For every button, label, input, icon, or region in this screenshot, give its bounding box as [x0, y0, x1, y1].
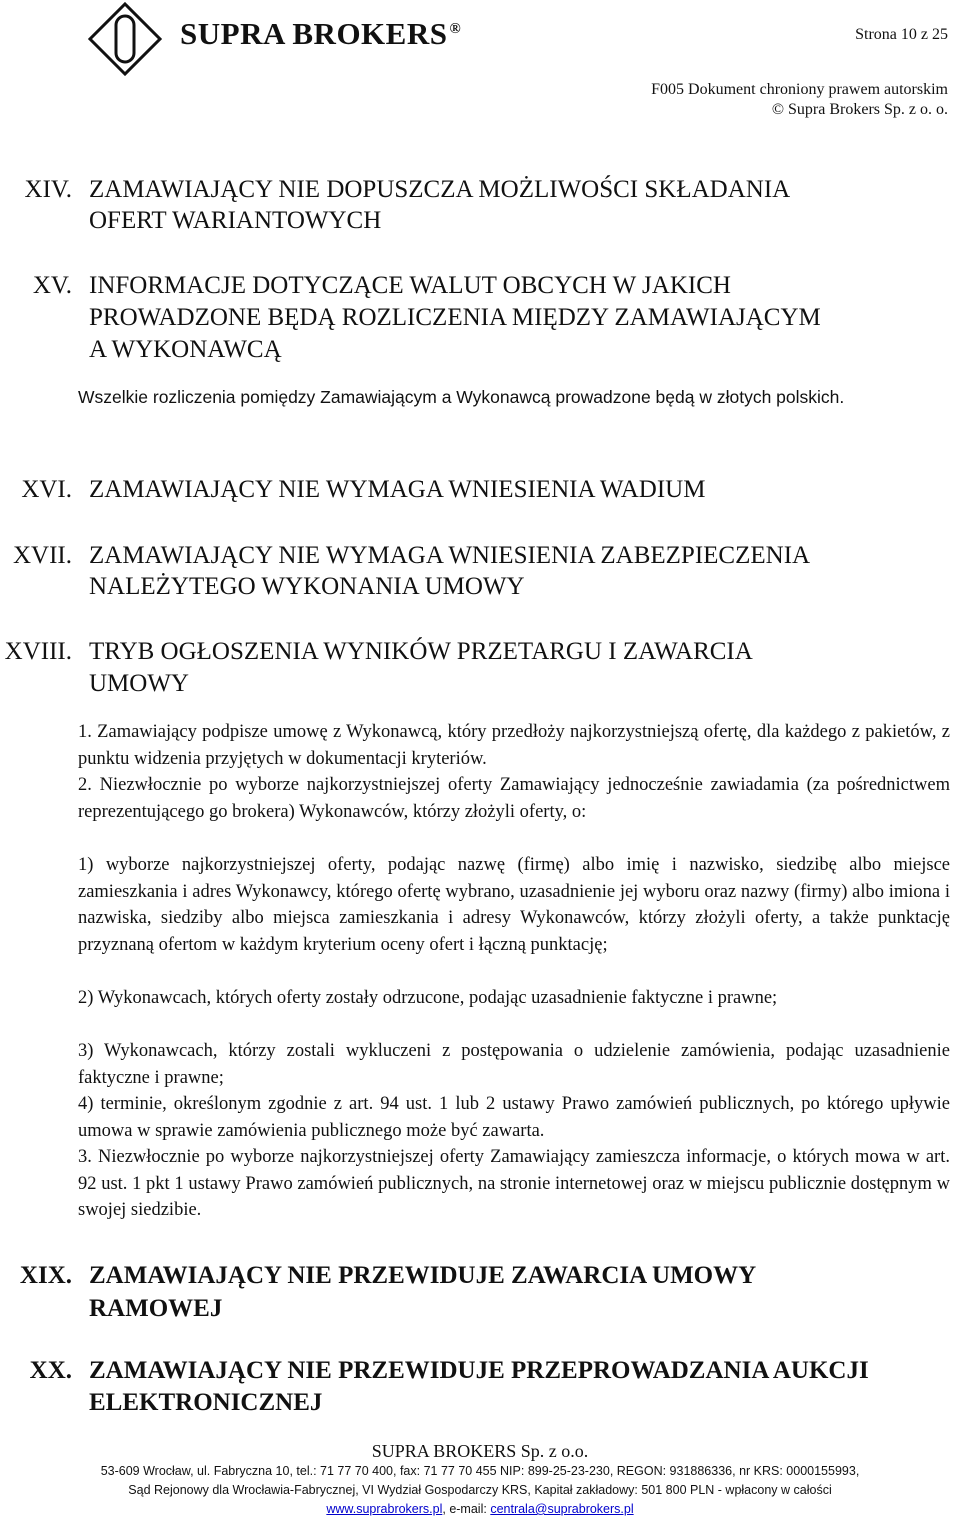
email-link[interactable]: centrala@suprabrokers.pl	[490, 1502, 634, 1516]
footer-address: 53-609 Wrocław, ul. Fabryczna 10, tel.: 71 77 70 400, fax: 71 77 70 455 NIP: 899-25-23-230, REGON: 931886336, nr KRS: 0000155993,	[100, 1464, 860, 1478]
section-xv-body: Wszelkie rozliczenia pomiędzy Zamawiającym a Wykonawcą prowadzone będą w złotych polskich.	[78, 387, 845, 407]
heading-line: NALEŻYTEGO WYKONANIA UMOWY	[89, 573, 525, 600]
section-number: XVIII.	[4, 638, 72, 665]
section-number: XIV.	[24, 176, 72, 203]
page-number: Strona 10 z 25	[855, 26, 948, 43]
clause-1: 1. Zamawiający podpisze umowę z Wykonawcą, który przedłoży najkorzystniejszą ofertę, dla każdego z pakietów, z punktu widzenia przyjętych w dokumentacji kryteriów.	[78, 722, 950, 769]
heading-line: A WYKONAWCĄ	[89, 336, 282, 363]
heading-line: TRYB OGŁOSZENIA WYNIKÓW PRZETARGU I ZAWARCIA	[89, 638, 753, 665]
website-link[interactable]: www.suprabrokers.pl	[326, 1502, 443, 1516]
clause-2: 2. Niezwłocznie po wyborze najkorzystniejszej oferty Zamawiający jednocześnie zawiadamia (za pośrednictwem reprezentującego go brokera) Wykonawców, którzy złożyli oferty, o:	[78, 775, 950, 822]
clause-3: 3. Niezwłocznie po wyborze najkorzystniejszej oferty Zamawiający zamieszcza informacje, o których mowa w art. 92 ust. 1 pkt 1 ustawy Prawo zamówień publicznych, na stronie internetowej oraz w miejscu publicznie dostępnym w swojej siedzibie.	[78, 1147, 950, 1220]
heading-line: ZAMAWIAJĄCY NIE PRZEWIDUJE PRZEPROWADZANIA AUKCJI	[89, 1357, 869, 1384]
heading-line: RAMOWEJ	[89, 1295, 223, 1322]
clause-2-item-4: 4) terminie, określonym zgodnie z art. 94 ust. 1 lub 2 ustawy Prawo zamówień publicznych, po którego upływie umowa w sprawie zamówienia publicznego może być zawarta.	[78, 1094, 950, 1141]
heading-line: ZAMAWIAJĄCY NIE DOPUSZCZA MOŻLIWOŚCI SKŁADANIA	[89, 176, 791, 203]
clause-2-item-1: 1) wyborze najkorzystniejszej oferty, podając nazwę (firmę) albo imię i nazwisko, siedzibę albo miejsce zamieszkania i adres Wykonawcy, którego ofertę wybrano, uzasadnienie jej wyboru oraz nazwy (firmy) albo imiona i nazwiska, siedziby albo miejsca zamieszkania i adresy Wykonawców, którzy złożyli oferty, a także punktację przyznaną ofertom w każdym kryterium oceny ofert i łączną punktację;	[78, 855, 950, 955]
heading-line: OFERT WARIANTOWYCH	[89, 207, 382, 234]
brand-name: SUPRA BROKERS ®	[180, 16, 462, 51]
registered-mark: ®	[449, 20, 462, 37]
clause-2-item-2: 2) Wykonawcach, których oferty zostały odrzucone, podając uzasadnienie faktyczne i prawne;	[78, 988, 778, 1008]
section-number: XVI.	[21, 476, 72, 503]
section-number: XV.	[32, 272, 72, 299]
heading-line: ZAMAWIAJĄCY NIE WYMAGA WNIESIENIA ZABEZPIECZENIA	[89, 542, 811, 569]
section-number: XVII.	[12, 542, 72, 569]
heading-line: INFORMACJE DOTYCZĄCE WALUT OBCYCH W JAKICH	[89, 272, 731, 299]
copyright-note	[651, 80, 948, 120]
copyright-line-2: © Supra Brokers Sp. z o. o.	[771, 101, 948, 118]
heading-line: PROWADZONE BĘDĄ ROZLICZENIA MIĘDZY ZAMAWIAJĄCYM	[89, 304, 821, 331]
heading-line: UMOWY	[89, 670, 189, 697]
copyright-line-1: F005 Dokument chroniony prawem autorskim	[651, 81, 948, 98]
section-number: XIX.	[19, 1262, 72, 1289]
heading-line: ZAMAWIAJĄCY NIE PRZEWIDUJE ZAWARCIA UMOWY	[89, 1262, 757, 1289]
footer-company: SUPRA BROKERS Sp. z o.o.	[371, 1441, 589, 1461]
footer-registry: Sąd Rejonowy dla Wrocławia-Fabrycznej, VI Wydział Gospodarczy KRS, Kapitał zakładowy: 501 800 PLN - wpłacony w całości	[128, 1483, 832, 1497]
supra-brokers-logo	[88, 2, 162, 76]
heading-line: ELEKTRONICZNEJ	[89, 1389, 323, 1416]
email-label: , e-mail:	[442, 1502, 491, 1516]
clause-2-item-3: 3) Wykonawcach, którzy zostali wykluczeni z postępowania o udzielenie zamówienia, podając uzasadnienie faktyczne i prawne;	[78, 1041, 950, 1088]
page-footer	[0, 1440, 960, 1519]
heading-line: ZAMAWIAJĄCY NIE WYMAGA WNIESIENIA WADIUM	[89, 476, 706, 503]
section-number: XX.	[29, 1357, 72, 1384]
footer-contact	[0, 1500, 960, 1519]
